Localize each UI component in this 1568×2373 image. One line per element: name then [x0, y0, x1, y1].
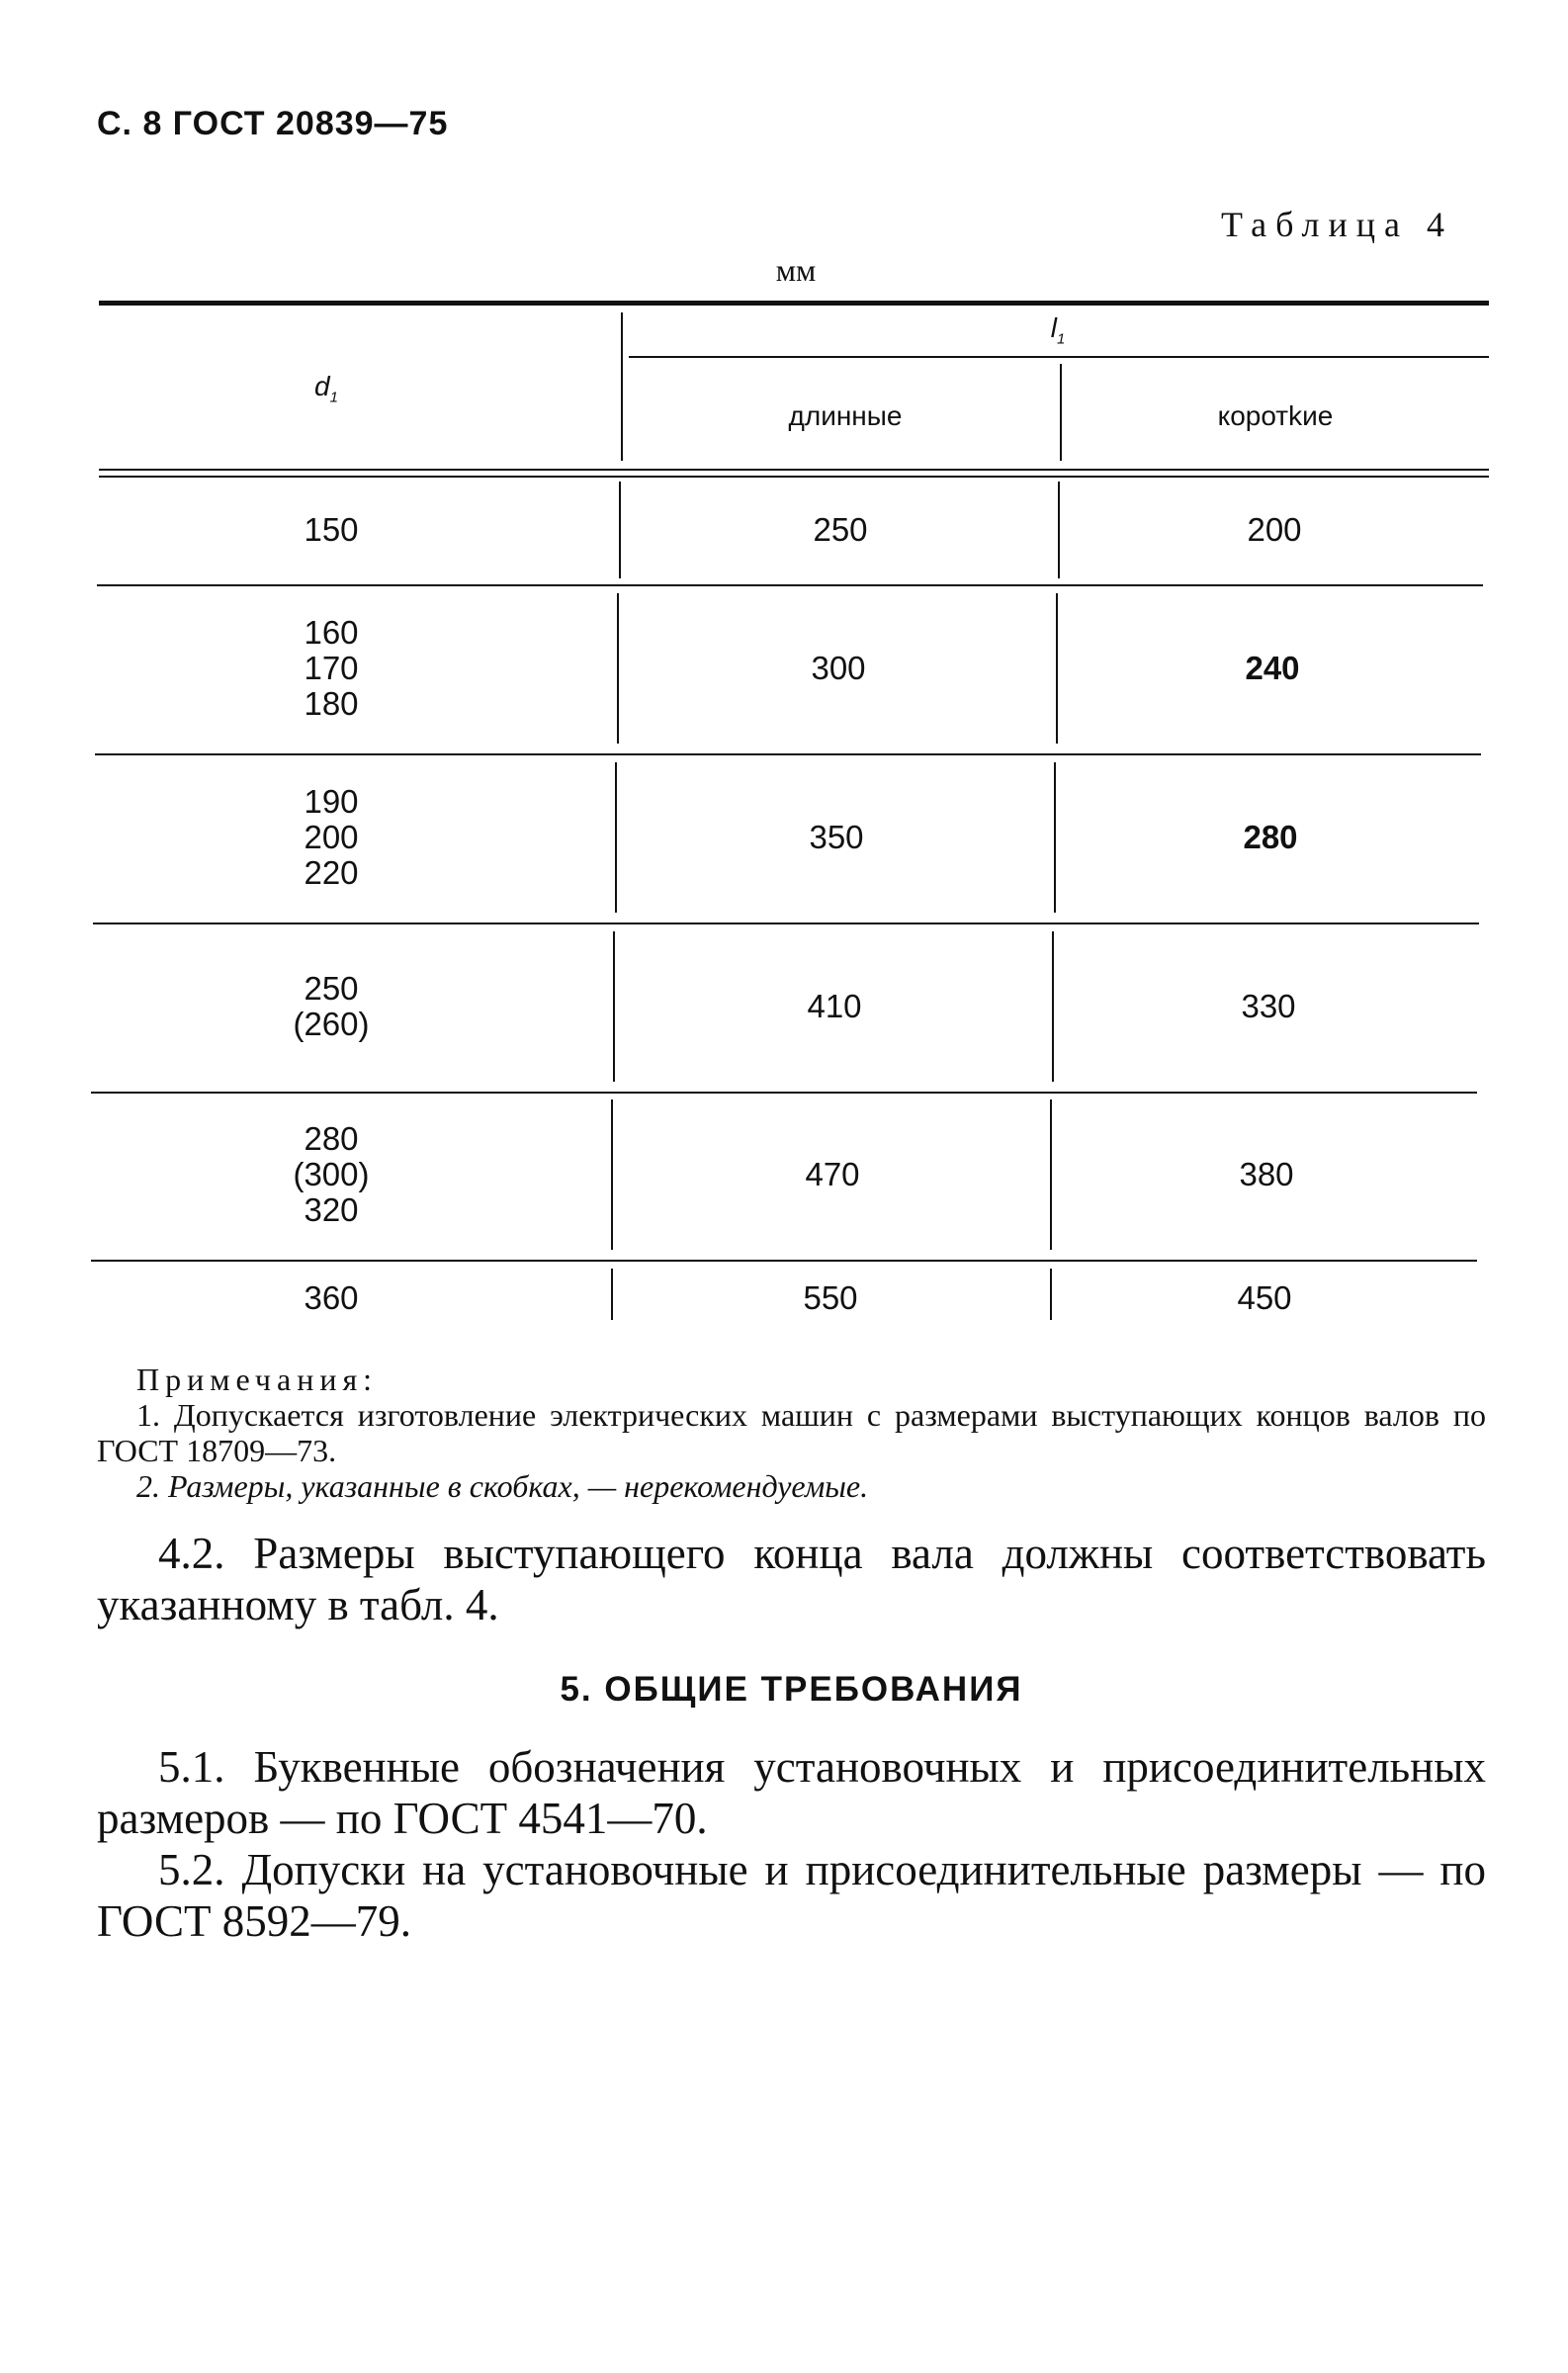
cell-short: 240 — [1245, 650, 1300, 686]
col-header-l1: $l_1$ — [1050, 312, 1066, 348]
note-2: 2. Размеры, указанные в скобках, — нерекомендуемые. — [136, 1468, 869, 1504]
table-units: мм — [775, 252, 817, 288]
cell-long: 410 — [807, 988, 862, 1024]
clause-4-2: 4.2. Размеры выступающего конца вала должны соответствовать указанному в табл. 4. — [97, 1529, 1486, 1629]
cell-long: 350 — [809, 819, 864, 855]
cell-long: 550 — [803, 1279, 858, 1316]
cell-d: 250 (260) — [293, 970, 370, 1042]
cell-short: 280 — [1243, 819, 1298, 855]
cell-long: 250 — [813, 511, 868, 548]
cell-d: 150 — [304, 511, 359, 548]
page-header: С. 8 ГОСТ 20839—75 — [97, 105, 449, 142]
cell-long: 470 — [805, 1156, 860, 1192]
note-1: 1. Допускается изготовление электрических машин с размерами выступающих концов валов по ГОСТ 18709—73. — [97, 1397, 1486, 1468]
cell-short: 330 — [1241, 988, 1296, 1024]
cell-long: 300 — [811, 650, 866, 686]
notes-title: Примечания: — [136, 1362, 379, 1397]
cell-short: 200 — [1247, 511, 1302, 548]
cell-d: 360 — [304, 1279, 359, 1316]
cell-d: 190 200 220 — [304, 783, 359, 891]
col-header-short: коротkие — [1217, 400, 1334, 431]
section-5-title: 5. ОБЩИЕ ТРЕБОВАНИЯ — [560, 1670, 1023, 1709]
cell-d: 280 (300) 320 — [293, 1120, 370, 1228]
table-caption: Таблица 4 — [1221, 205, 1453, 244]
col-header-long: длинные — [788, 400, 903, 431]
clause-5-1: 5.1. Буквенные обозначения установочных и присоединительных размеров — по ГОСТ 4541—70. — [97, 1742, 1486, 1843]
col-header-d1: $d_1$ — [314, 371, 338, 406]
cell-d: 160 170 180 — [304, 614, 359, 722]
clause-5-2: 5.2. Допуски на установочные и присоединительные размеры — по ГОСТ 8592—79. — [97, 1845, 1486, 1946]
cell-short: 380 — [1239, 1156, 1294, 1192]
cell-short: 450 — [1237, 1279, 1292, 1316]
table-notes — [97, 1362, 1486, 1504]
